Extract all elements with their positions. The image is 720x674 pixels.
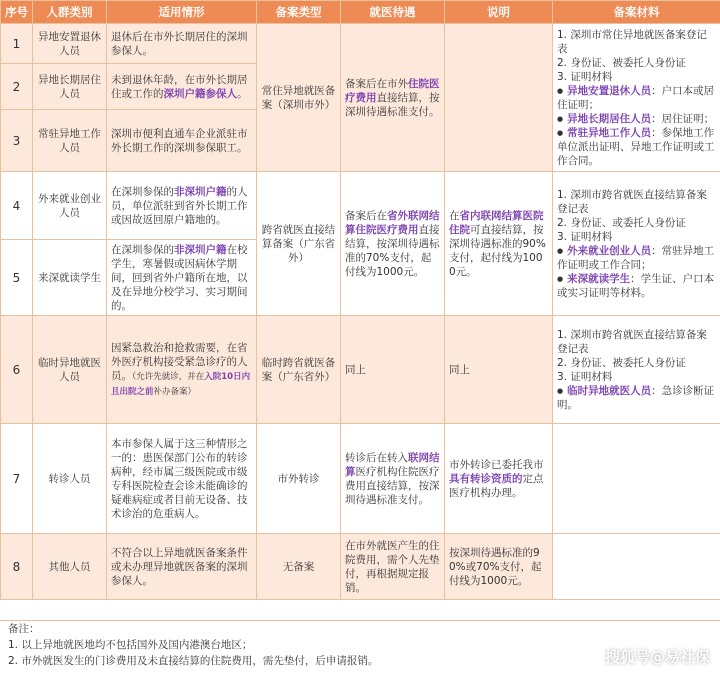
case-cell: 不符合以上异地就医备案条件或未办理异地就医备案的深圳参保人。 <box>107 534 257 600</box>
material-item: 2. 身份证、或委托人身份证 <box>557 216 716 230</box>
header-benefit: 就医待遇 <box>341 1 445 24</box>
header-materials: 备案材料 <box>553 1 720 24</box>
case-note-highlight: 入院10日内且出院之前 <box>111 372 250 397</box>
explain-highlight: 具有转诊资质的 <box>449 473 523 485</box>
group-cell: 其他人员 <box>33 534 107 600</box>
case-text: 。 <box>237 88 248 100</box>
table-row <box>1 424 720 534</box>
bullet-highlight: 临时异地就医人员 <box>567 385 651 397</box>
explain-highlight: 省内联网结算医院住院 <box>449 210 544 236</box>
case-highlight: 非深圳户籍 <box>174 244 227 256</box>
material-item: 1. 深圳市跨省就医直接结算备案登记表 <box>557 188 716 216</box>
case-cell <box>107 172 257 240</box>
benefit-text: 备案后在 <box>345 210 387 222</box>
row-number: 5 <box>1 240 33 316</box>
group-cell: 来深就读学生 <box>33 240 107 316</box>
benefit-text: 医疗机构住院医疗费用直接结算，按深圳待遇标准支付。 <box>345 466 440 506</box>
explain-text: 在 <box>449 210 460 222</box>
benefit-cell <box>341 172 445 316</box>
type-cell: 市外转诊 <box>257 424 341 534</box>
header-type: 备案类型 <box>257 1 341 24</box>
row-number: 8 <box>1 534 33 600</box>
explain-cell: 同上 <box>445 316 553 424</box>
row-number: 6 <box>1 316 33 424</box>
type-cell: 无备案 <box>257 534 341 600</box>
materials-cell <box>553 316 720 424</box>
note-item: 1. 以上异地就医地均不包括国外及国内港澳台地区； <box>8 637 720 653</box>
note-item: 2. 市外就医发生的门诊费用及未直接结算的住院费用，需先垫付，后申请报销。 <box>8 653 720 669</box>
material-item: 1. 深圳市常住异地就医备案登记表 <box>557 28 716 56</box>
case-note: （允许先就诊，并在 <box>132 372 204 382</box>
type-cell: 跨省就医直接结算备案（广东省外） <box>257 172 341 316</box>
benefit-highlight: 住院医疗费用 <box>345 78 440 104</box>
group-cell: 常驻异地工作人员 <box>33 110 107 172</box>
header-explain: 说明 <box>445 1 553 24</box>
group-cell: 异地安置退休人员 <box>33 24 107 64</box>
material-item: 3. 证明材料 <box>557 370 716 384</box>
table-row <box>1 24 720 64</box>
material-bullet <box>557 272 716 300</box>
group-cell: 异地长期居住人员 <box>33 64 107 110</box>
material-bullet <box>557 384 716 412</box>
benefit-text: 备案后在市外 <box>345 78 408 90</box>
case-text: 在深圳参保的 <box>111 186 174 198</box>
benefit-highlight: 联网结算 <box>345 452 440 478</box>
material-item: 3. 证明材料 <box>557 70 716 84</box>
row-number: 3 <box>1 110 33 172</box>
watermark: 搜狐号@易社保 <box>605 646 710 667</box>
benefit-cell <box>341 24 445 172</box>
material-bullet <box>557 84 716 112</box>
case-cell: 退休后在市外长期居住的深圳参保人。 <box>107 24 257 64</box>
benefit-highlight: 省外联网结算住院医疗费用 <box>345 210 440 236</box>
row-number: 7 <box>1 424 33 534</box>
bullet-highlight: 常驻异地工作人员 <box>567 127 651 139</box>
benefit-cell: 同上 <box>341 316 445 424</box>
type-cell: 临时跨省就医备案（广东省外） <box>257 316 341 424</box>
material-item: 2. 身份证、被委托人身份证 <box>557 356 716 370</box>
explain-text: 市外转诊已委托我市 <box>449 459 544 471</box>
bullet-text: ：学生证、户口本或实习证明等材料。 <box>557 273 714 299</box>
benefit-cell: 在市外就医产生的住院费用，需个人先垫付，再根据规定报销。 <box>341 534 445 600</box>
group-cell: 临时异地就医人员 <box>33 316 107 424</box>
explain-text: 定点医疗机构办理。 <box>449 473 544 499</box>
benefit-text: 直接结算，按深圳待遇标准支付。 <box>345 92 440 118</box>
case-highlight: 非深圳户籍 <box>174 186 227 198</box>
group-cell: 转诊人员 <box>33 424 107 534</box>
row-number: 2 <box>1 64 33 110</box>
case-cell: 深圳市便利直通车企业派驻市外长期工作的深圳参保职工。 <box>107 110 257 172</box>
bullet-highlight: 外来就业创业人员 <box>567 245 651 257</box>
material-item: 3. 证明材料 <box>557 230 716 244</box>
table-row <box>1 172 720 240</box>
header-row <box>1 1 720 24</box>
case-text: 在校学生，寒暑假或因病休学期间，回到省外户籍所在地，以及在异地分校学习、实习期间的。 <box>111 244 248 312</box>
explain-text: 可直接结算，按深圳待遇标准的90%支付，起付线为1000元。 <box>449 224 546 278</box>
group-cell: 外来就业创业人员 <box>33 172 107 240</box>
header-group: 人群类别 <box>33 1 107 24</box>
bullet-text: ：参保地工作单位派出证明、异地工作证明或工作合同。 <box>557 127 715 167</box>
materials-cell <box>553 24 720 172</box>
bullet-text: ：居住证明； <box>651 113 714 125</box>
materials-cell <box>553 172 720 316</box>
row-number: 1 <box>1 24 33 64</box>
bullet-text: ：常驻异地工作证明或工作合同； <box>557 245 714 271</box>
benefit-cell <box>341 424 445 534</box>
explain-cell: 按深圳待遇标准的90%或70%支付，起付线为1000元。 <box>445 534 553 600</box>
explain-cell <box>445 24 553 172</box>
case-cell <box>107 240 257 316</box>
material-bullet <box>557 244 716 272</box>
bullet-highlight: 来深就读学生 <box>567 273 630 285</box>
benefit-text: 直接结算，按深圳待遇标准的70%支付，起付线为1000元。 <box>345 224 440 278</box>
case-note: 补办备案） <box>154 387 197 397</box>
case-text: 因紧急救治和抢救需要，在省外医疗机构接受紧急诊疗的人员。 <box>111 342 248 382</box>
explain-cell <box>445 424 553 534</box>
benefit-text: 转诊后在转入 <box>345 452 408 464</box>
case-text: 未到退休年龄，在市外长期居住或工作的 <box>111 74 248 100</box>
bullet-highlight: 异地长期居住人员 <box>567 113 651 125</box>
bullet-highlight: 异地安置退休人员 <box>567 85 651 97</box>
materials-cell <box>553 534 720 600</box>
table-row <box>1 534 720 600</box>
case-text: 在深圳参保的 <box>111 244 174 256</box>
case-cell: 本市参保人属于这三种情形之一的：患医保部门公布的转诊病种，经市属三级医院或市级专科医院检查会诊未能确诊的疑难病症或者目前无设备、技术诊治的危重病人。 <box>107 424 257 534</box>
type-cell: 常住异地就医备案（深圳市外） <box>257 24 341 172</box>
materials-cell <box>553 424 720 534</box>
case-text: 的人员，单位派驻到省外长期工作或因故返回原户籍地的。 <box>111 186 248 226</box>
material-bullet <box>557 126 716 168</box>
row-number: 4 <box>1 172 33 240</box>
explain-cell <box>445 172 553 316</box>
table-row <box>1 316 720 424</box>
bullet-text: ：户口本或居住证明； <box>557 85 714 111</box>
header-case: 适用情形 <box>107 1 257 24</box>
material-item: 2. 身份证、被委托人身份证 <box>557 56 716 70</box>
notes-title: 备注： <box>8 621 720 637</box>
bullet-text: ：急诊诊断证明。 <box>557 385 714 411</box>
case-cell <box>107 64 257 110</box>
case-cell <box>107 316 257 424</box>
material-item: 1. 深圳市跨省就医直接结算备案登记表 <box>557 328 716 356</box>
header-no: 序号 <box>1 1 33 24</box>
case-highlight: 深圳户籍参保人 <box>164 88 238 100</box>
material-bullet <box>557 112 716 126</box>
